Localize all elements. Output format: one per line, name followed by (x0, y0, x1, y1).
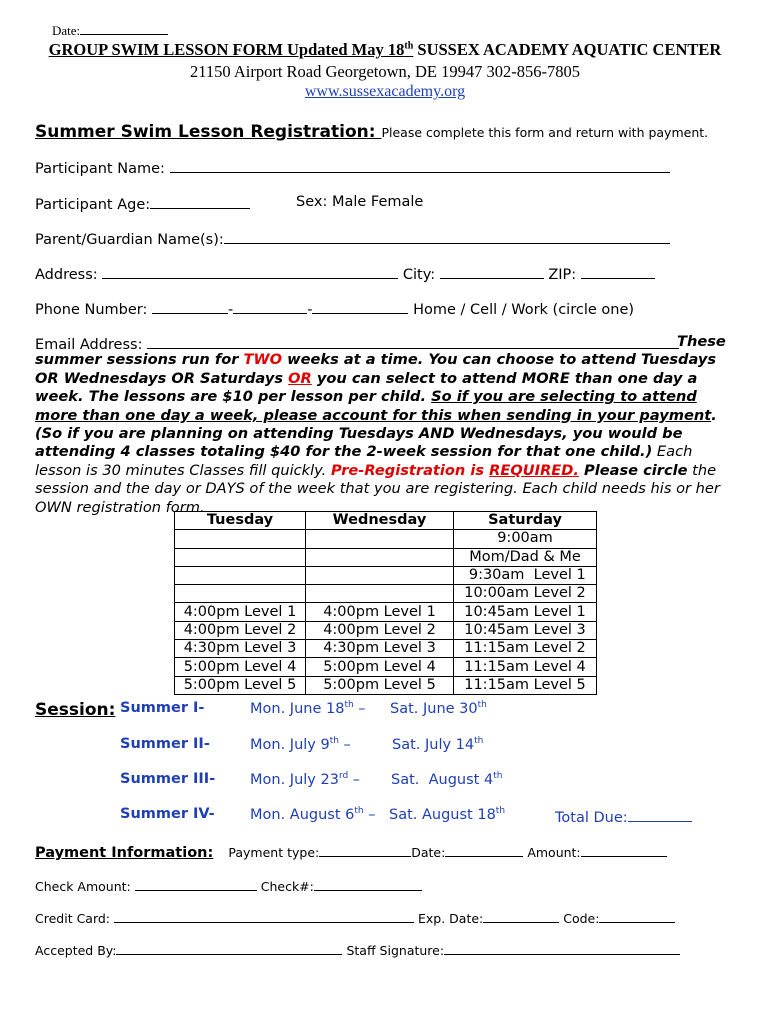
schedule-cell[interactable]: 4:00pm Level 1 (175, 603, 306, 621)
guardian-label: Parent/Guardian Name(s): (35, 232, 224, 248)
registration-heading (35, 122, 708, 142)
title-main: GROUP SWIM LESSON FORM Updated May 18th (48, 40, 414, 59)
title-org: SUSSEX ACADEMY AQUATIC CENTER (413, 40, 722, 59)
phone-area-line[interactable] (152, 299, 228, 314)
check-number-line[interactable] (314, 876, 422, 891)
participant-age-line[interactable] (150, 194, 250, 209)
schedule-cell[interactable]: 9:00am (454, 530, 597, 548)
zip-label: ZIP: (548, 267, 577, 283)
exp-date-line[interactable] (483, 908, 559, 923)
amount-line[interactable] (581, 842, 667, 857)
exp-date-label: Exp. Date: (418, 911, 484, 926)
schedule-cell[interactable]: 11:15am Level 5 (454, 676, 597, 694)
table-row (175, 548, 597, 566)
check-amount-label: Check Amount: (35, 879, 131, 894)
registration-title: Summer Swim Lesson Registration: (35, 122, 382, 142)
schedule-cell (306, 566, 454, 584)
schedule-cell (175, 566, 306, 584)
date-field (52, 22, 168, 39)
website-link-wrap (0, 83, 770, 101)
guardian-row (35, 229, 670, 248)
credit-card-line[interactable] (114, 908, 414, 923)
phone-line-number[interactable] (312, 299, 408, 314)
schedule-cell[interactable]: 9:30am Level 1 (454, 566, 597, 584)
accepted-by-label: Accepted By: (35, 943, 117, 958)
code-label: Code: (563, 911, 600, 926)
schedule-cell (175, 585, 306, 603)
date-line[interactable] (80, 22, 168, 35)
total-due-line[interactable] (628, 807, 692, 822)
sex-field[interactable]: Sex: Male Female (296, 194, 424, 210)
schedule-cell (175, 530, 306, 548)
participant-age-label: Participant Age: (35, 197, 151, 213)
schedule-cell (306, 548, 454, 566)
total-due (555, 807, 692, 826)
header-wednesday: Wednesday (306, 512, 454, 530)
schedule-cell[interactable]: Mom/Dad & Me (454, 548, 597, 566)
payment-type-label: Payment type: (228, 845, 320, 860)
or-emphasis: OR (288, 369, 312, 387)
schedule-cell[interactable]: 4:00pm Level 1 (306, 603, 454, 621)
check-number-label: Check#: (260, 879, 314, 894)
header-saturday: Saturday (454, 512, 597, 530)
schedule-cell[interactable]: 10:45am Level 3 (454, 621, 597, 639)
staff-signature-label: Staff Signature: (346, 943, 445, 958)
multi-day-note: So if you are selecting to attend more than one day a week, please account for this when sending in your payment (35, 388, 712, 424)
table-row (175, 658, 597, 676)
table-row (175, 621, 597, 639)
city-label: City: (402, 267, 436, 283)
phone-label: Phone Number: (35, 302, 148, 318)
schedule-cell (306, 585, 454, 603)
accepted-row (35, 940, 680, 958)
table-row (175, 640, 597, 658)
schedule-cell[interactable]: 5:00pm Level 5 (306, 676, 454, 694)
date-label: Date: (52, 23, 81, 38)
address-label: Address: (35, 267, 98, 283)
session-dates: Mon. July 23rd – (250, 771, 365, 788)
phone-dash: - (228, 302, 234, 318)
payment-type-line[interactable] (319, 842, 411, 857)
session-name[interactable]: Summer III- (120, 771, 216, 787)
code-line[interactable] (599, 908, 675, 923)
schedule-table (174, 511, 597, 695)
payment-heading: Payment Information: (35, 845, 214, 861)
session-dates: Mon. June 18th – (250, 700, 371, 717)
table-row (175, 530, 597, 548)
session-name[interactable]: Summer IV- (120, 806, 215, 822)
city-line[interactable] (440, 264, 544, 279)
form-title (0, 40, 770, 60)
session-dates: Mon. July 9th – (250, 736, 356, 753)
address-row (35, 264, 655, 283)
header-tuesday: Tuesday (175, 512, 306, 530)
schedule-cell[interactable]: 5:00pm Level 4 (306, 658, 454, 676)
two-emphasis: TWO (243, 351, 282, 369)
schedule-cell[interactable]: 10:45am Level 1 (454, 603, 597, 621)
website-link[interactable]: www.sussexacademy.org (304, 83, 466, 100)
guardian-line[interactable] (224, 229, 670, 244)
payment-date-label: Date: (411, 845, 446, 860)
org-address: 21150 Airport Road Georgetown, DE 19947 302-856-7805 (190, 62, 580, 81)
schedule-cell[interactable]: 5:00pm Level 4 (175, 658, 306, 676)
schedule-cell[interactable]: 11:15am Level 4 (454, 658, 597, 676)
address-line[interactable] (102, 264, 398, 279)
info-paragraph: These summer sessions run for TWO weeks at a time. You can choose to attend Tuesdays OR Wednesdays OR Saturdays OR you can select to attend MORE than one day a week. The lessons are $10 per lesson per child. So if you are selecting to attend more than one day a week, please account for this when sending in your payment. (So if you are planning on attending Tuesdays AND Wednesdays, you would be attending 4 classes totaling $40 for the 2-week session for that one child.) Each lesson is 30 minutes Classes fill quickly. Pre-Registration is REQUIRED. Please circle the session and the day or DAYS of the week that you are registering. Each child needs his or her OWN registration form. (35, 333, 726, 516)
registration-instruction: Please complete this form and return with payment. (381, 125, 709, 140)
session-label: Session: (35, 700, 116, 720)
payment-date-line[interactable] (445, 842, 523, 857)
amount-label: Amount: (527, 845, 581, 860)
participant-age-row (35, 194, 250, 213)
phone-row (35, 299, 634, 318)
accepted-by-line[interactable] (116, 940, 342, 955)
phone-type: Home / Cell / Work (circle one) (413, 302, 635, 318)
table-row (175, 676, 597, 694)
zip-line[interactable] (581, 264, 655, 279)
schedule-cell (306, 530, 454, 548)
participant-name-line[interactable] (170, 158, 670, 173)
table-row (175, 603, 597, 621)
table-row (175, 566, 597, 584)
session-end-date: Sat. July 14th (392, 736, 484, 753)
schedule-cell (175, 548, 306, 566)
table-row (175, 585, 597, 603)
schedule-cell[interactable]: 4:00pm Level 2 (175, 621, 306, 639)
session-name[interactable]: Summer II- (120, 736, 210, 752)
participant-name-label: Participant Name: (35, 161, 165, 177)
payment-row (35, 842, 667, 861)
check-amount-line[interactable] (135, 876, 257, 891)
email-label: Email Address: (35, 337, 143, 353)
session-name[interactable]: Summer I- (120, 700, 205, 716)
phone-prefix-line[interactable] (233, 299, 307, 314)
session-dates: Mon. August 6th – (250, 806, 381, 823)
check-row (35, 876, 422, 894)
credit-card-label: Credit Card: (35, 911, 111, 926)
session-end-date: Sat. August 4th (391, 771, 503, 788)
schedule-cell[interactable]: 10:00am Level 2 (454, 585, 597, 603)
total-due-label: Total Due: (555, 810, 628, 826)
schedule-cell[interactable]: 4:30pm Level 3 (175, 640, 306, 658)
staff-signature-line[interactable] (444, 940, 680, 955)
schedule-cell[interactable]: 11:15am Level 2 (454, 640, 597, 658)
schedule-cell[interactable]: 4:00pm Level 2 (306, 621, 454, 639)
session-end-date: Sat. August 18th (389, 806, 506, 823)
phone-dash: - (307, 302, 313, 318)
schedule-cell[interactable]: 5:00pm Level 5 (175, 676, 306, 694)
table-header-row (175, 512, 597, 530)
participant-name-row (35, 158, 670, 177)
schedule-cell[interactable]: 4:30pm Level 3 (306, 640, 454, 658)
required-emphasis: REQUIRED. (489, 461, 579, 479)
credit-card-row (35, 908, 675, 926)
session-end-date: Sat. June 30th (390, 700, 487, 717)
